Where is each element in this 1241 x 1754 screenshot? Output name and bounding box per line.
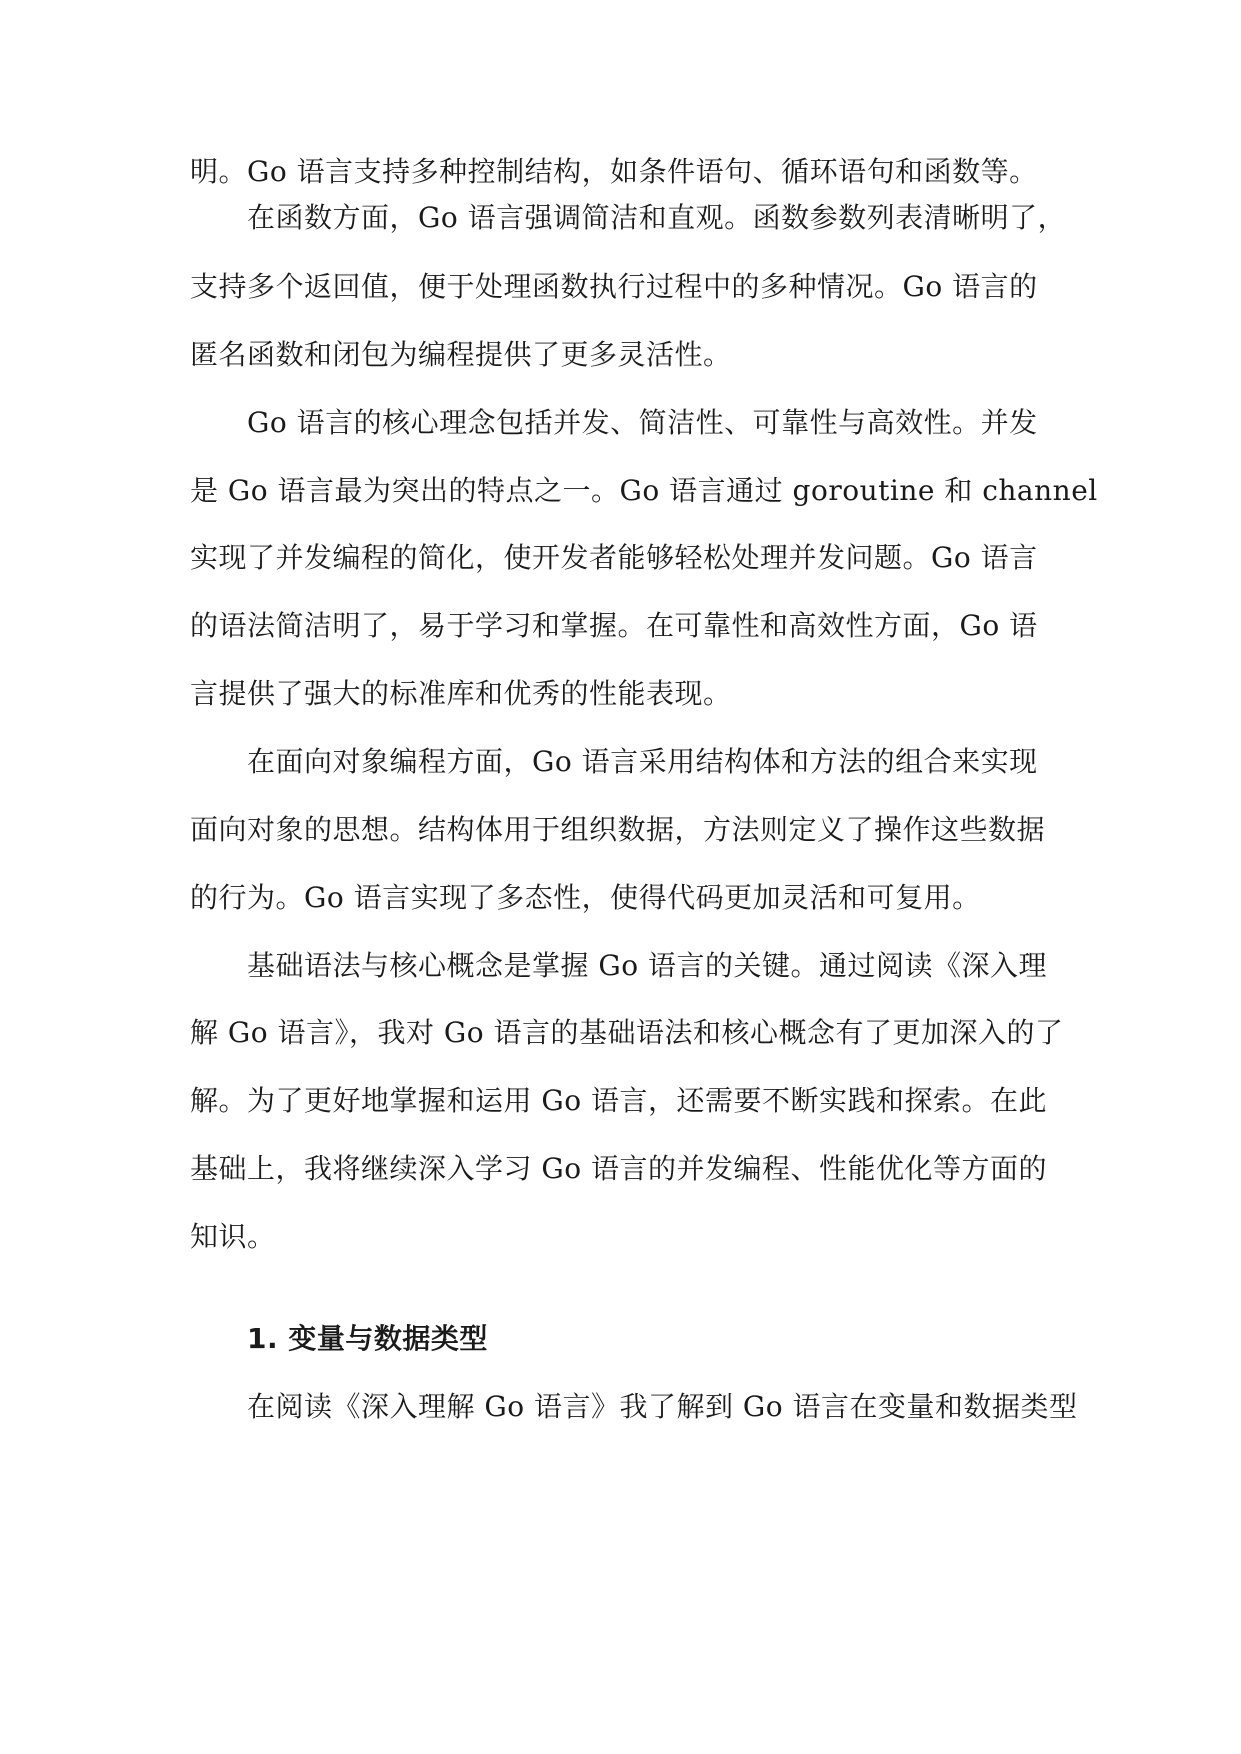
paragraph-first-line: 基础语法与核心概念是掌握 Go 语言的关键。通过阅读《深入理 (247, 949, 1048, 982)
text-line: 支持多个返回值，便于处理函数执行过程中的多种情况。Go 语言的 (190, 270, 1038, 303)
text-line: 明。Go 语言支持多种控制结构，如条件语句、循环语句和函数等。 (190, 155, 1038, 188)
paragraph-first-line: 在阅读《深入理解 Go 语言》我了解到 Go 语言在变量和数据类型 (247, 1390, 1078, 1423)
text-line: 匿名函数和闭包为编程提供了更多灵活性。 (190, 338, 732, 371)
text-line: 的行为。Go 语言实现了多态性，使得代码更加灵活和可复用。 (190, 881, 981, 914)
text-line: 解。为了更好地掌握和运用 Go 语言，还需要不断实践和探索。在此 (190, 1084, 1048, 1117)
paragraph-first-line: Go 语言的核心理念包括并发、简洁性、可靠性与高效性。并发 (247, 406, 1038, 439)
text-line: 知识。 (190, 1220, 276, 1253)
text-line: 实现了并发编程的简化，使开发者能够轻松处理并发问题。Go 语言 (190, 541, 1038, 574)
text-line: 的语法简洁明了，易于学习和掌握。在可靠性和高效性方面，Go 语 (190, 609, 1038, 642)
paragraph-first-line: 在面向对象编程方面，Go 语言采用结构体和方法的组合来实现 (247, 745, 1038, 778)
text-line: 解 Go 语言》，我对 Go 语言的基础语法和核心概念有了更加深入的了 (190, 1016, 1064, 1049)
text-line: 基础上，我将继续深入学习 Go 语言的并发编程、性能优化等方面的 (190, 1152, 1048, 1185)
section-heading: 1. 变量与数据类型 (247, 1322, 488, 1355)
text-line: 言提供了强大的标准库和优秀的性能表现。 (190, 677, 732, 710)
text-line: 面向对象的思想。结构体用于组织数据，方法则定义了操作这些数据 (190, 813, 1046, 846)
paragraph-first-line: 在函数方面，Go 语言强调简洁和直观。函数参数列表清晰明了， (247, 201, 1067, 234)
text-line: 是 Go 语言最为突出的特点之一。Go 语言通过 goroutine 和 channel (190, 474, 1098, 507)
